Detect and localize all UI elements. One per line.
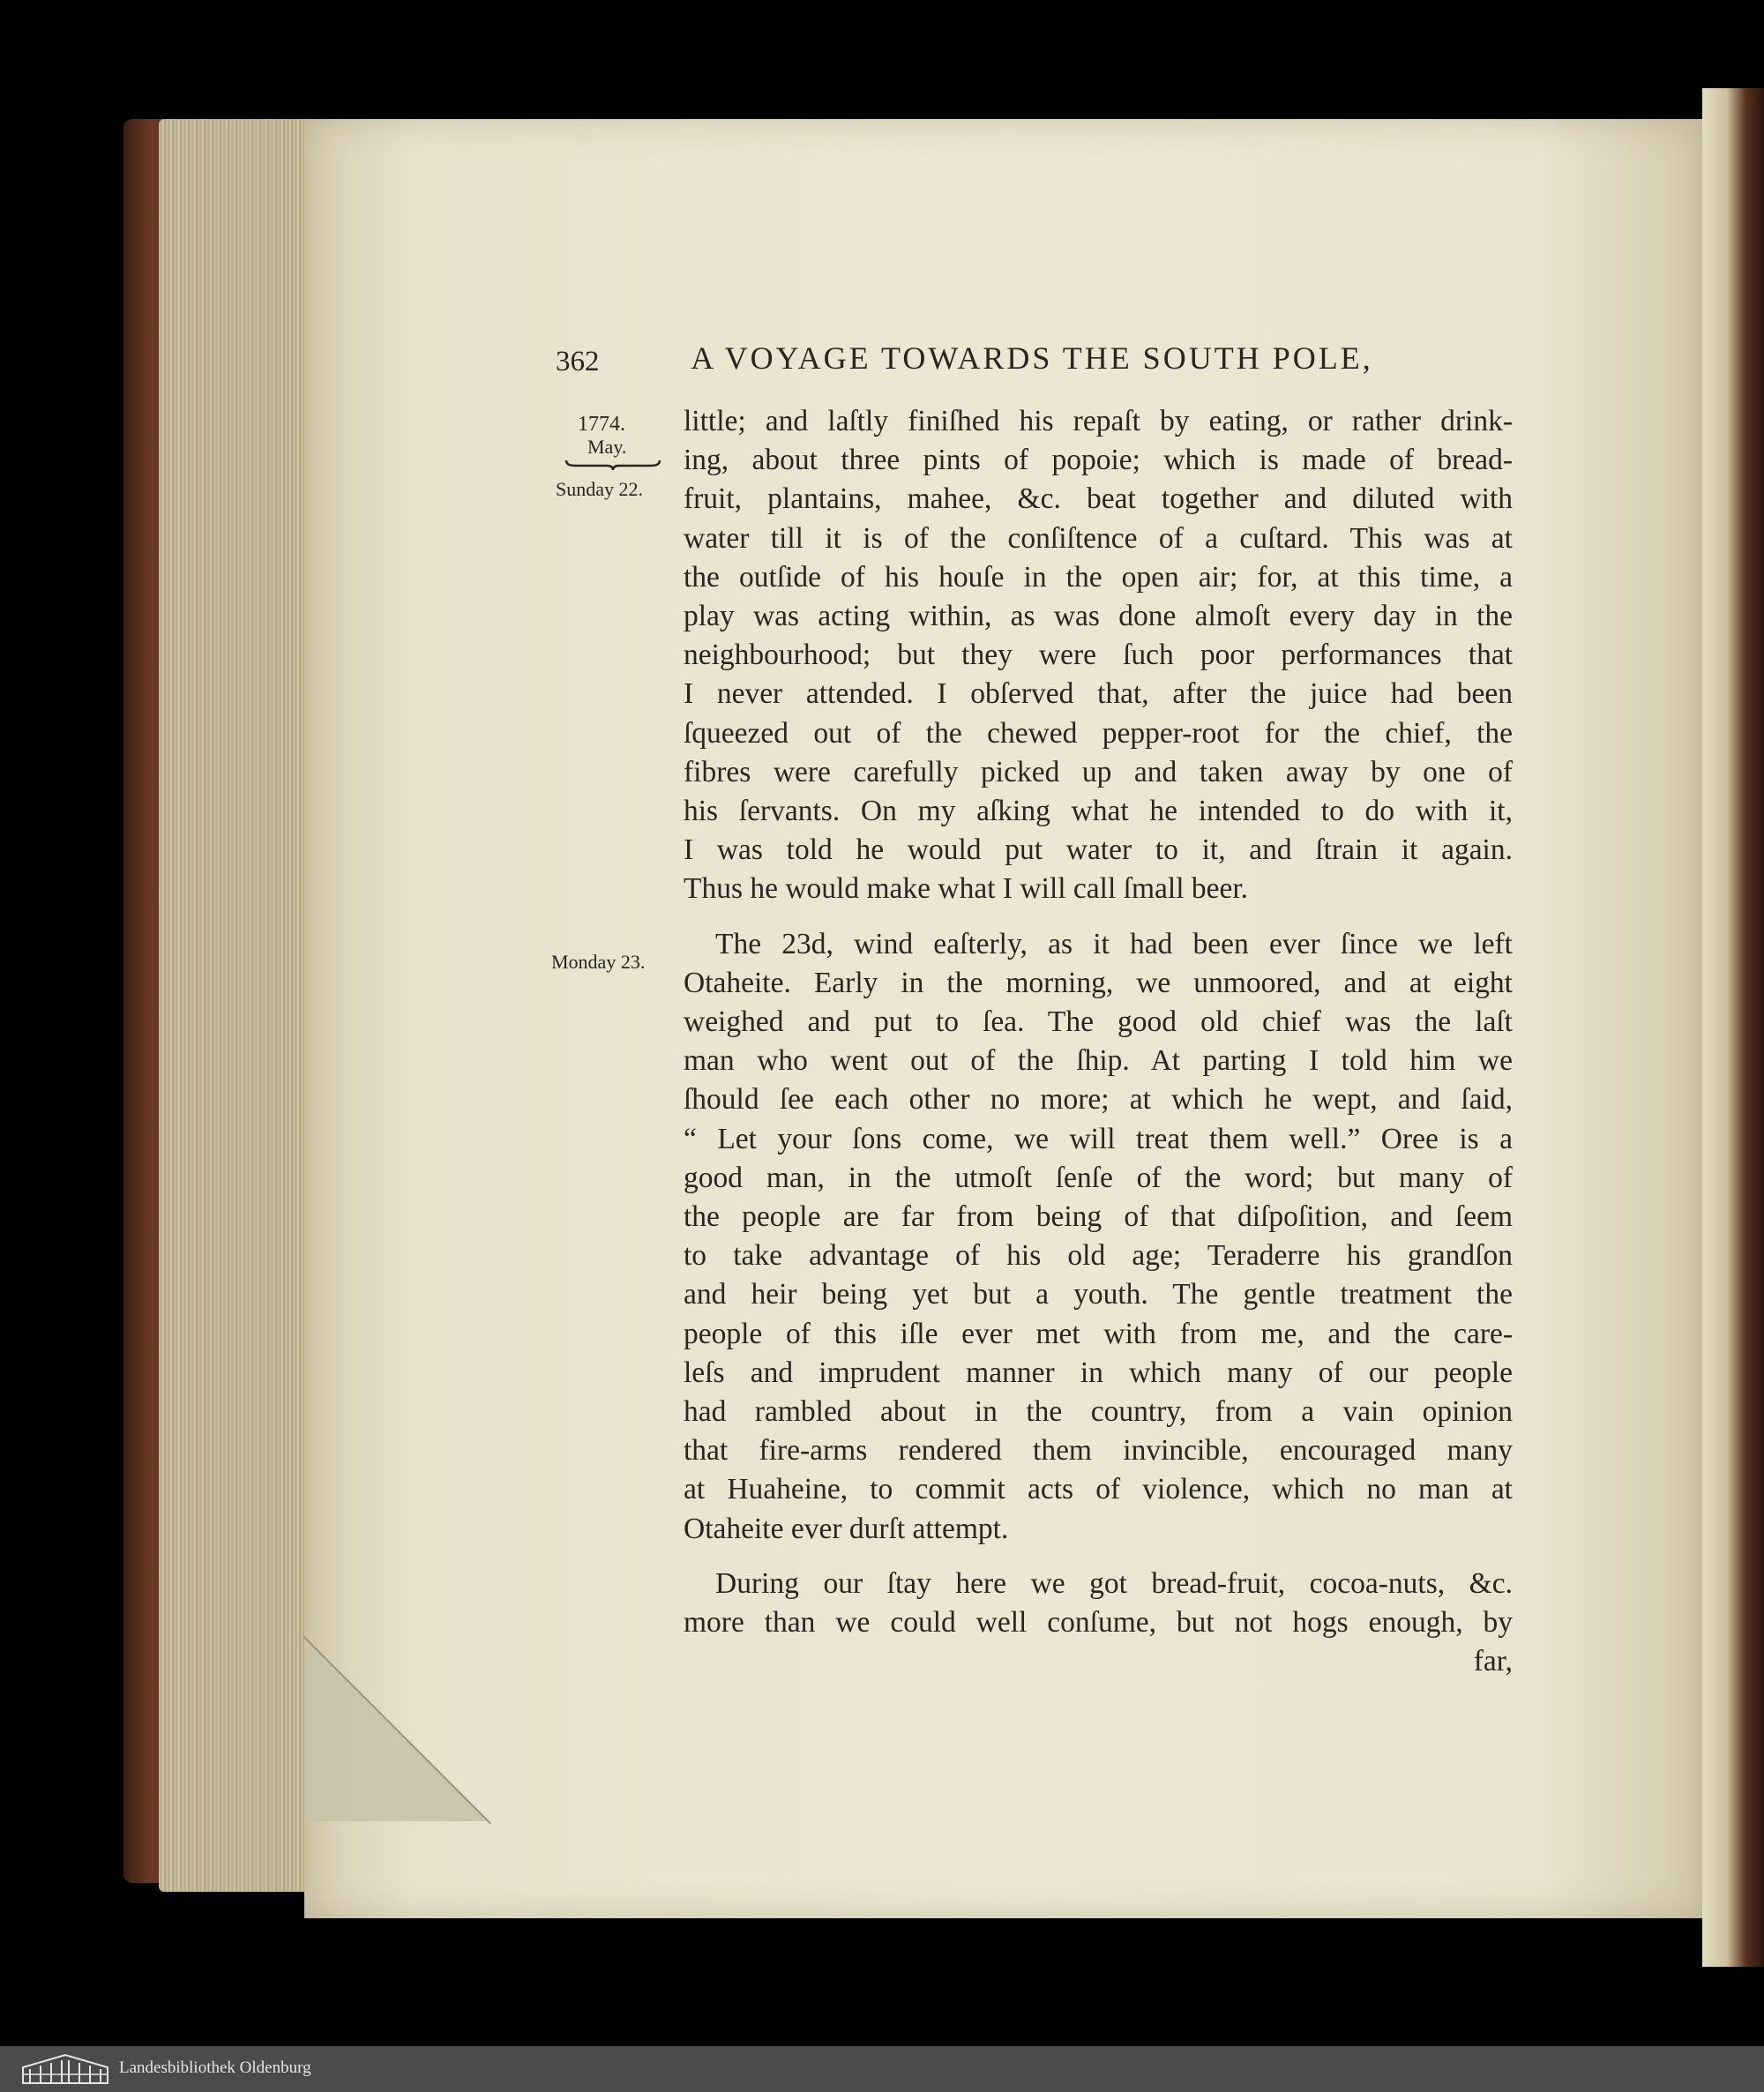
text-line: I was told he would put water to it, and ſtrain it again. [684, 833, 1513, 867]
body-text [684, 402, 1513, 1682]
text-line: Thus he would make what I will call ſmall beer. [684, 872, 1249, 906]
text-line: The 23d, wind eaſterly, as it had been ever ſince we left [715, 927, 1513, 960]
text-line: ſhould ſee each other no more; at which he wept, and ſaid, [684, 1083, 1513, 1117]
text-line: the people are far from being of that diſpoſition, and ſeem [684, 1200, 1513, 1234]
catchword: far, [1473, 1645, 1513, 1678]
text-line: water till it is of the conſiſtence of a cuſtard. This was at [684, 521, 1513, 555]
text-line: weighed and put to ſea. The good old chief was the laſt [684, 1005, 1513, 1039]
paragraph-2 [684, 925, 1513, 1549]
brace-icon [564, 459, 662, 471]
text-line: ing, about three pints of popoie; which is made of bread- [684, 444, 1513, 477]
text-line: and heir being yet but a youth. The gentle treatment the [684, 1278, 1513, 1311]
text-line: more than we could well conſume, but not hogs enough, by [684, 1606, 1513, 1640]
text-line: that fire-arms rendered them invincible, encouraged many [684, 1434, 1513, 1468]
text-line: neighbourhood; but they were ſuch poor performances that [684, 639, 1513, 672]
text-line: to take advantage of his old age; Teraderre his grandſon [684, 1239, 1513, 1273]
text-line: man who went out of the ſhip. At parting I told him we [684, 1044, 1513, 1078]
text-line: Otaheite ever durſt attempt. [684, 1512, 1009, 1545]
text-line: the outſide of his houſe in the open air; for, at this time, a [684, 560, 1513, 594]
text-line: During our ſtay here we got bread-fruit, cocoa-nuts, &c. [715, 1566, 1513, 1600]
book-cover-right [1702, 88, 1764, 1967]
text-line: ſqueezed out of the chewed pepper-root for the chief, the [684, 716, 1513, 750]
text-line: people of this iſle ever met with from me, and the care- [684, 1317, 1513, 1350]
page-edges [159, 119, 309, 1892]
text-line: at Huaheine, to commit acts of violence, which no man at [684, 1473, 1513, 1506]
text-line: leſs and imprudent manner in which many of our people [684, 1356, 1513, 1389]
footer-bar [0, 2046, 1764, 2092]
text-line: good man, in the utmoſt ſenſe of the word; but many of [684, 1161, 1513, 1194]
text-line: “ Let your ſons come, we will treat them well.” Oree is a [684, 1122, 1513, 1155]
paragraph-1 [684, 402, 1513, 909]
paragraph-3 [684, 1565, 1513, 1642]
margin-note-year: 1774. [578, 413, 625, 436]
running-title: A VOYAGE TOWARDS THE SOUTH POLE, [691, 340, 1373, 376]
page-number: 362 [556, 346, 600, 377]
text-line: fibres were carefully picked up and taken away by one of [684, 755, 1513, 788]
text-line: little; and laſtly finiſhed his repaſt by eating, or rather drink- [684, 405, 1513, 437]
library-logo-icon [21, 2053, 109, 2085]
text-line: I never attended. I obſerved that, after the juice had been [684, 677, 1513, 711]
margin-note-month: May. [587, 436, 627, 458]
margin-note-monday: Monday 23. [551, 951, 646, 973]
margin-note-sunday: Sunday 22. [556, 478, 643, 500]
text-line: his ſervants. On my aſking what he intended to do with it, [684, 795, 1513, 828]
text-line: Otaheite. Early in the morning, we unmoored, and at eight [684, 966, 1513, 999]
library-name: Landesbibliothek Oldenburg [119, 2058, 311, 2077]
text-line: fruit, plantains, mahee, &c. beat together and diluted with [684, 482, 1513, 516]
text-line: had rambled about in the country, from a vain opinion [684, 1395, 1513, 1429]
text-line: play was acting within, as was done almoſt every day in the [684, 600, 1513, 633]
